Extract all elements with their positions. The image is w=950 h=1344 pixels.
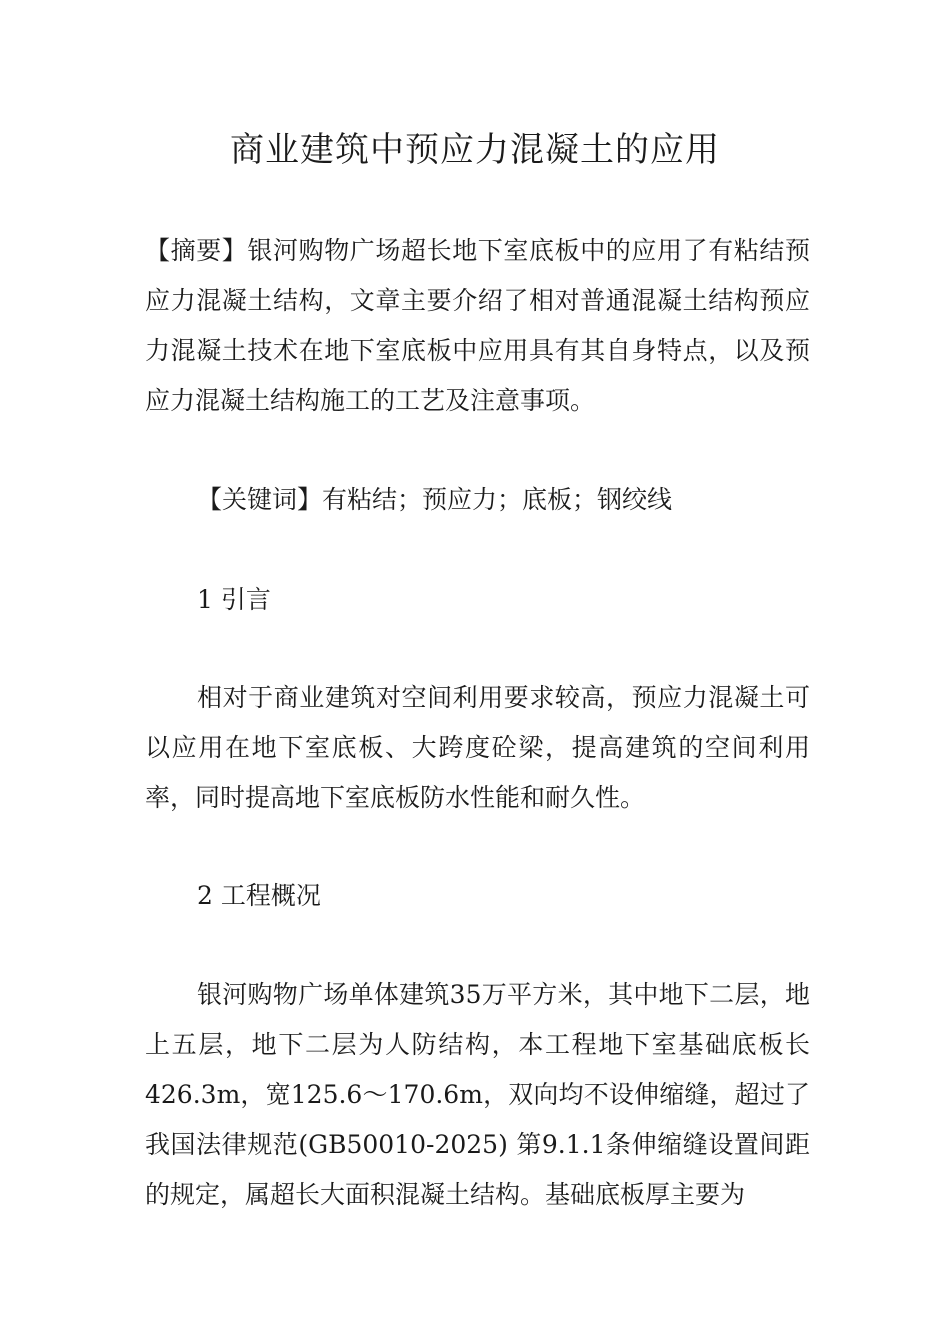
section-1-heading: 1 引言 [197,585,271,614]
section-2-body: 银河购物广场单体建筑35万平方米，其中地下二层，地上五层，地下二层为人防结构，本工程地下室基础底板长426.3m，宽125.6～170.6m，双向均不设伸缩缝，超过了我国法律规范(GB50010-2025) 第9.1.1条伸缩缝设置间距的规定，属超长大面积混凝土结构。基础底板厚主要为 [145,980,810,1209]
keywords-paragraph: 【关键词】有粘结；预应力；底板；钢绞线 [197,485,673,514]
abstract-paragraph: 【摘要】银河购物广场超长地下室底板中的应用了有粘结预应力混凝土结构，文章主要介绍了相对普通混凝土结构预应力混凝土技术在地下室底板中应用具有其自身特点，以及预应力混凝土结构施工的工艺及注意事项。 [145,236,810,415]
section-1-body: 相对于商业建筑对空间利用要求较高，预应力混凝土可以应用在地下室底板、大跨度砼梁，提高建筑的空间利用率，同时提高地下室底板防水性能和耐久性。 [145,683,810,812]
section-2-heading: 2 工程概况 [197,881,321,910]
document-title: 商业建筑中预应力混凝土的应用 [230,130,720,170]
